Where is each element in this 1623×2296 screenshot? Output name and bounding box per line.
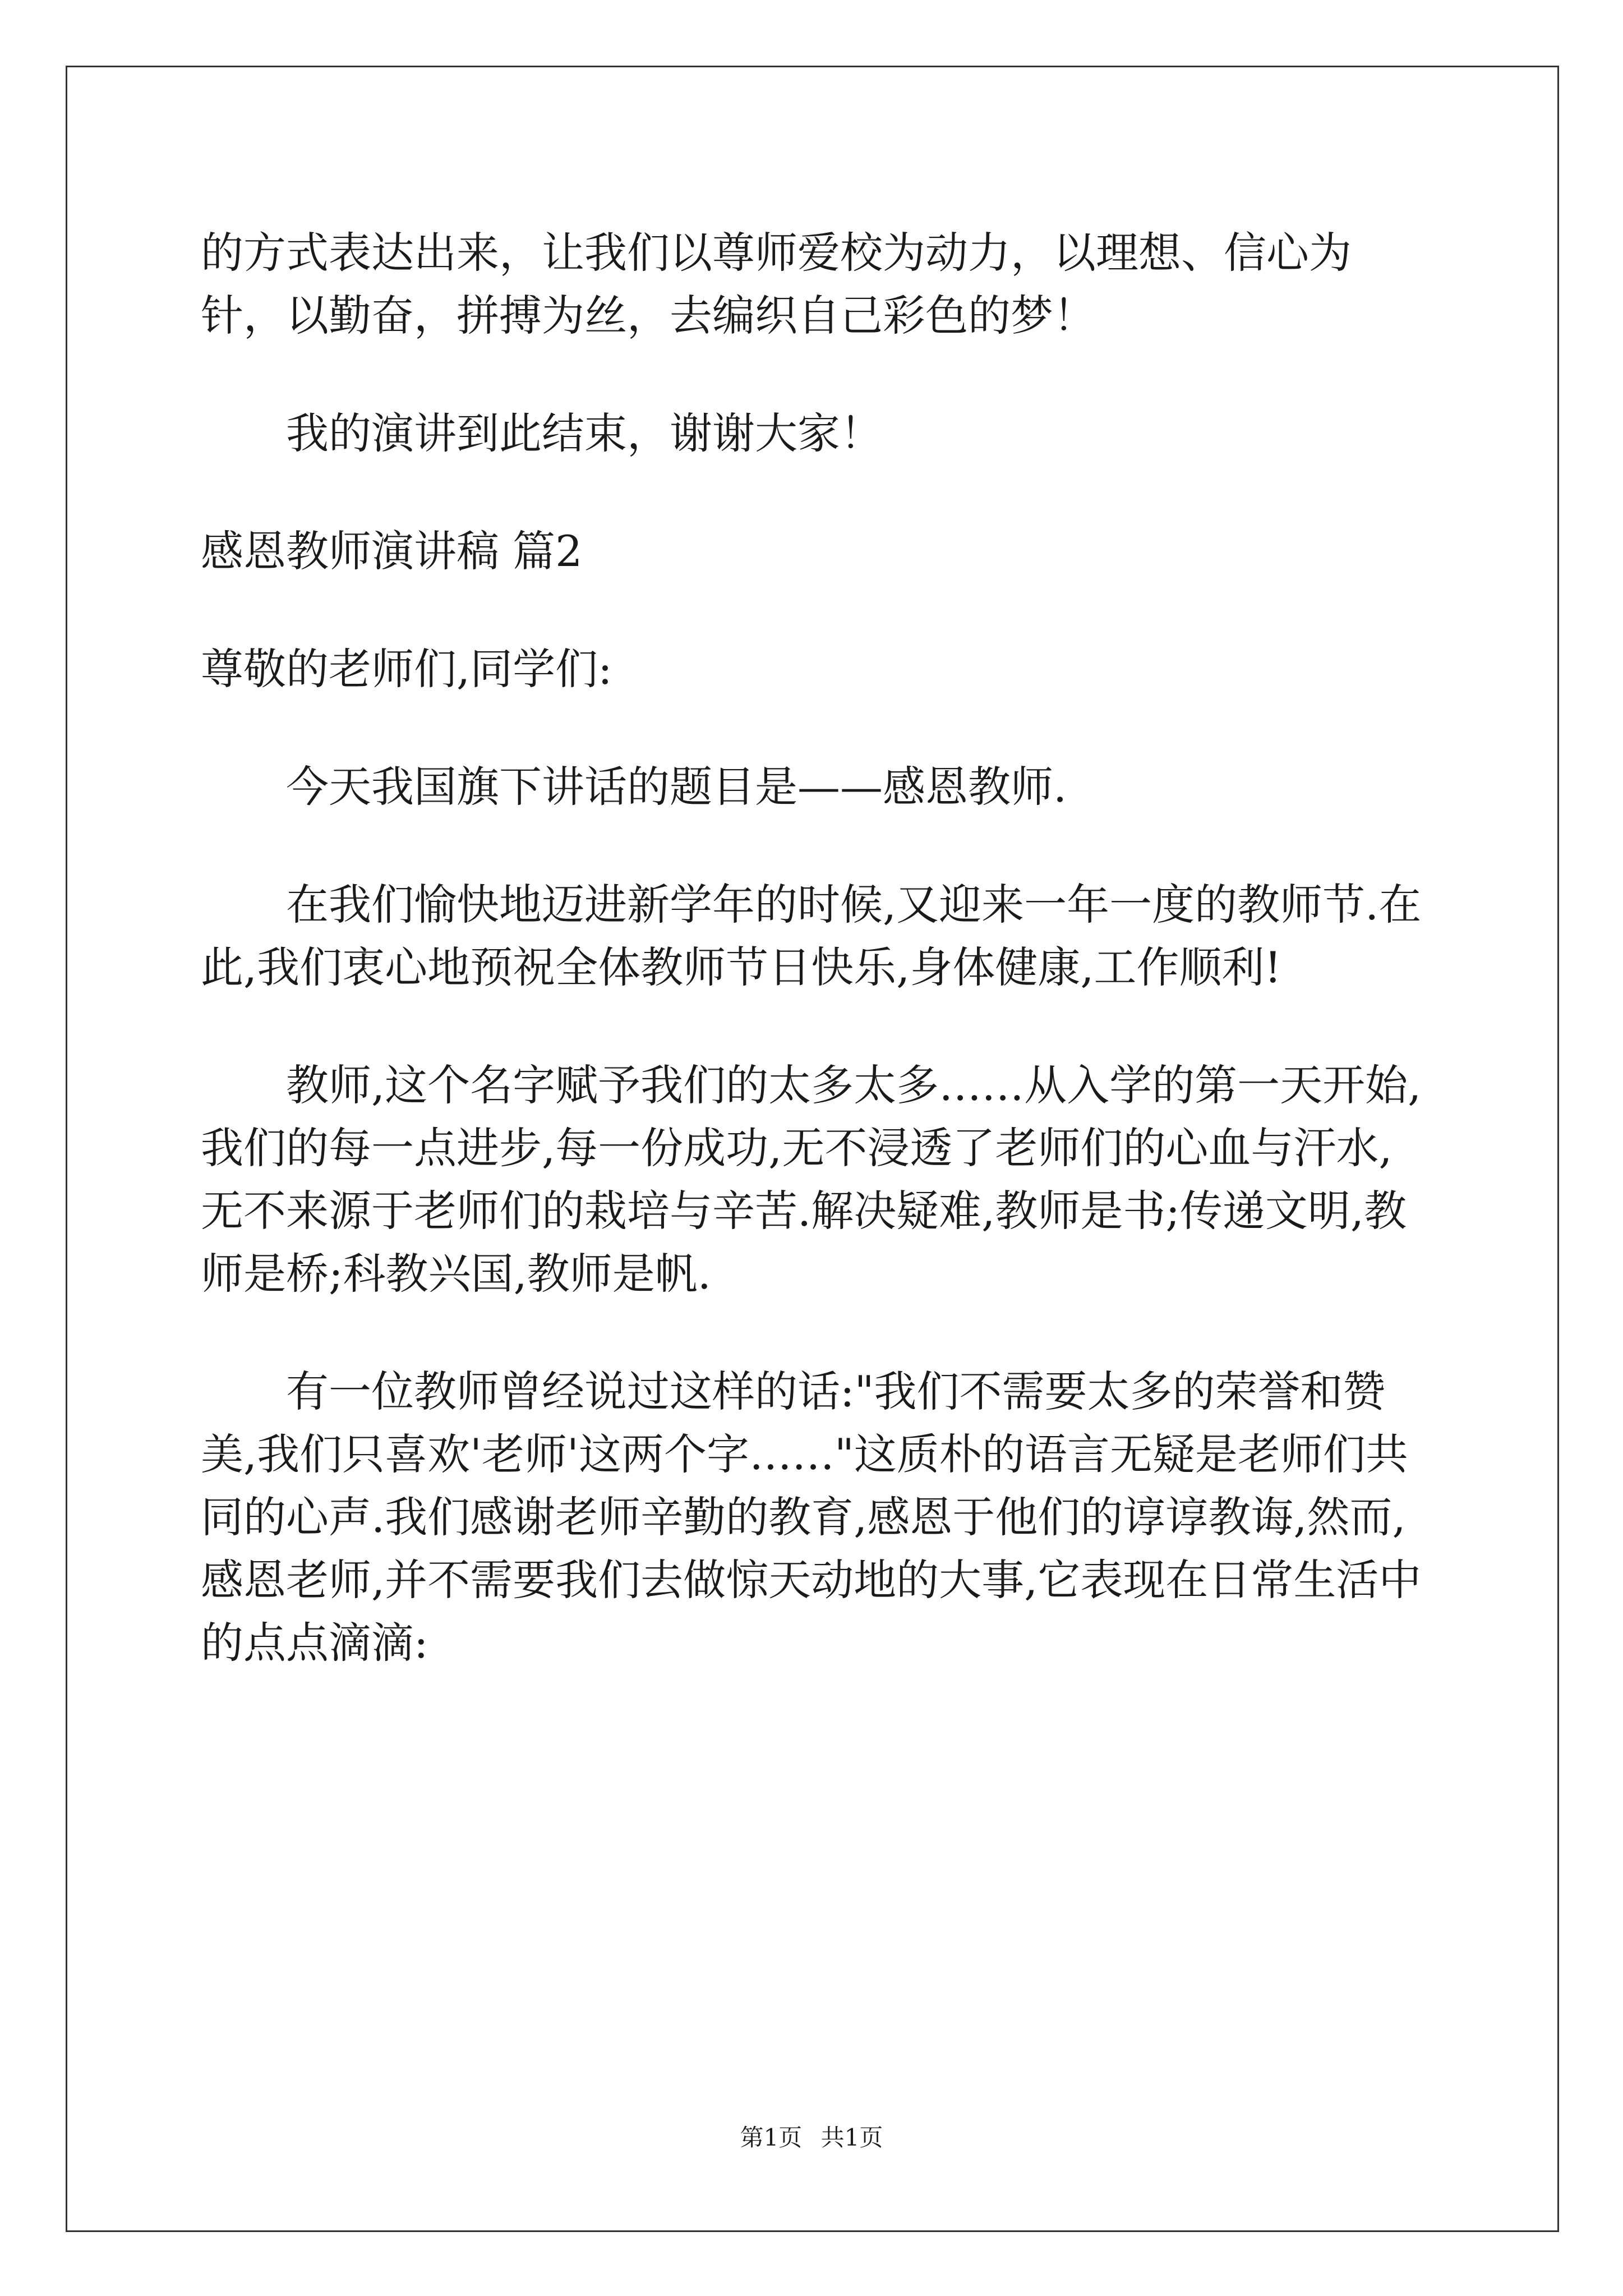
paragraph-7: 有一位教师曾经说过这样的话:"我们不需要太多的荣誉和赞美,我们只喜欢'老师'这两个字……"这质朴的语言无疑是老师们共同的心声.我们感谢老师辛勤的教育,感恩于他们的谆谆教诲,然而,感恩老师,并不需要我们去做惊天动地的大事,它表现在日常生活中的点点滴滴:	[201, 1366, 1422, 1668]
page-count: 共1页	[820, 2124, 883, 2151]
section-heading: 感恩教师演讲稿 篇2	[201, 526, 583, 576]
paragraph-4: 今天我国旗下讲话的题目是——感恩教师.	[286, 762, 1067, 812]
paragraph-2: 我的演讲到此结束，谢谢大家！	[286, 408, 883, 458]
salutation: 尊敬的老师们,同学们:	[201, 644, 612, 694]
paragraph-5: 在我们愉快地迈进新学年的时候,又迎来一年一度的教师节.在此,我们衷心地预祝全体教师节日快乐,身体健康,工作顺利!	[201, 880, 1422, 992]
page-number: 第1页	[740, 2124, 803, 2151]
document-body	[201, 222, 1435, 1729]
paragraph-6: 教师,这个名字赋予我们的太多太多……从入学的第一天开始,我们的每一点进步,每一份成功,无不浸透了老师们的心血与汗水,无不来源于老师们的栽培与辛苦.解决疑难,教师是书;传递文明,教师是桥;科教兴国,教师是帆.	[201, 1060, 1422, 1299]
page-footer	[0, 2119, 1623, 2153]
paragraph-1: 的方式表达出来，让我们以尊师爱校为动力，以理想、信心为针，以勤奋，拼搏为丝，去编织自己彩色的梦！	[201, 228, 1352, 341]
